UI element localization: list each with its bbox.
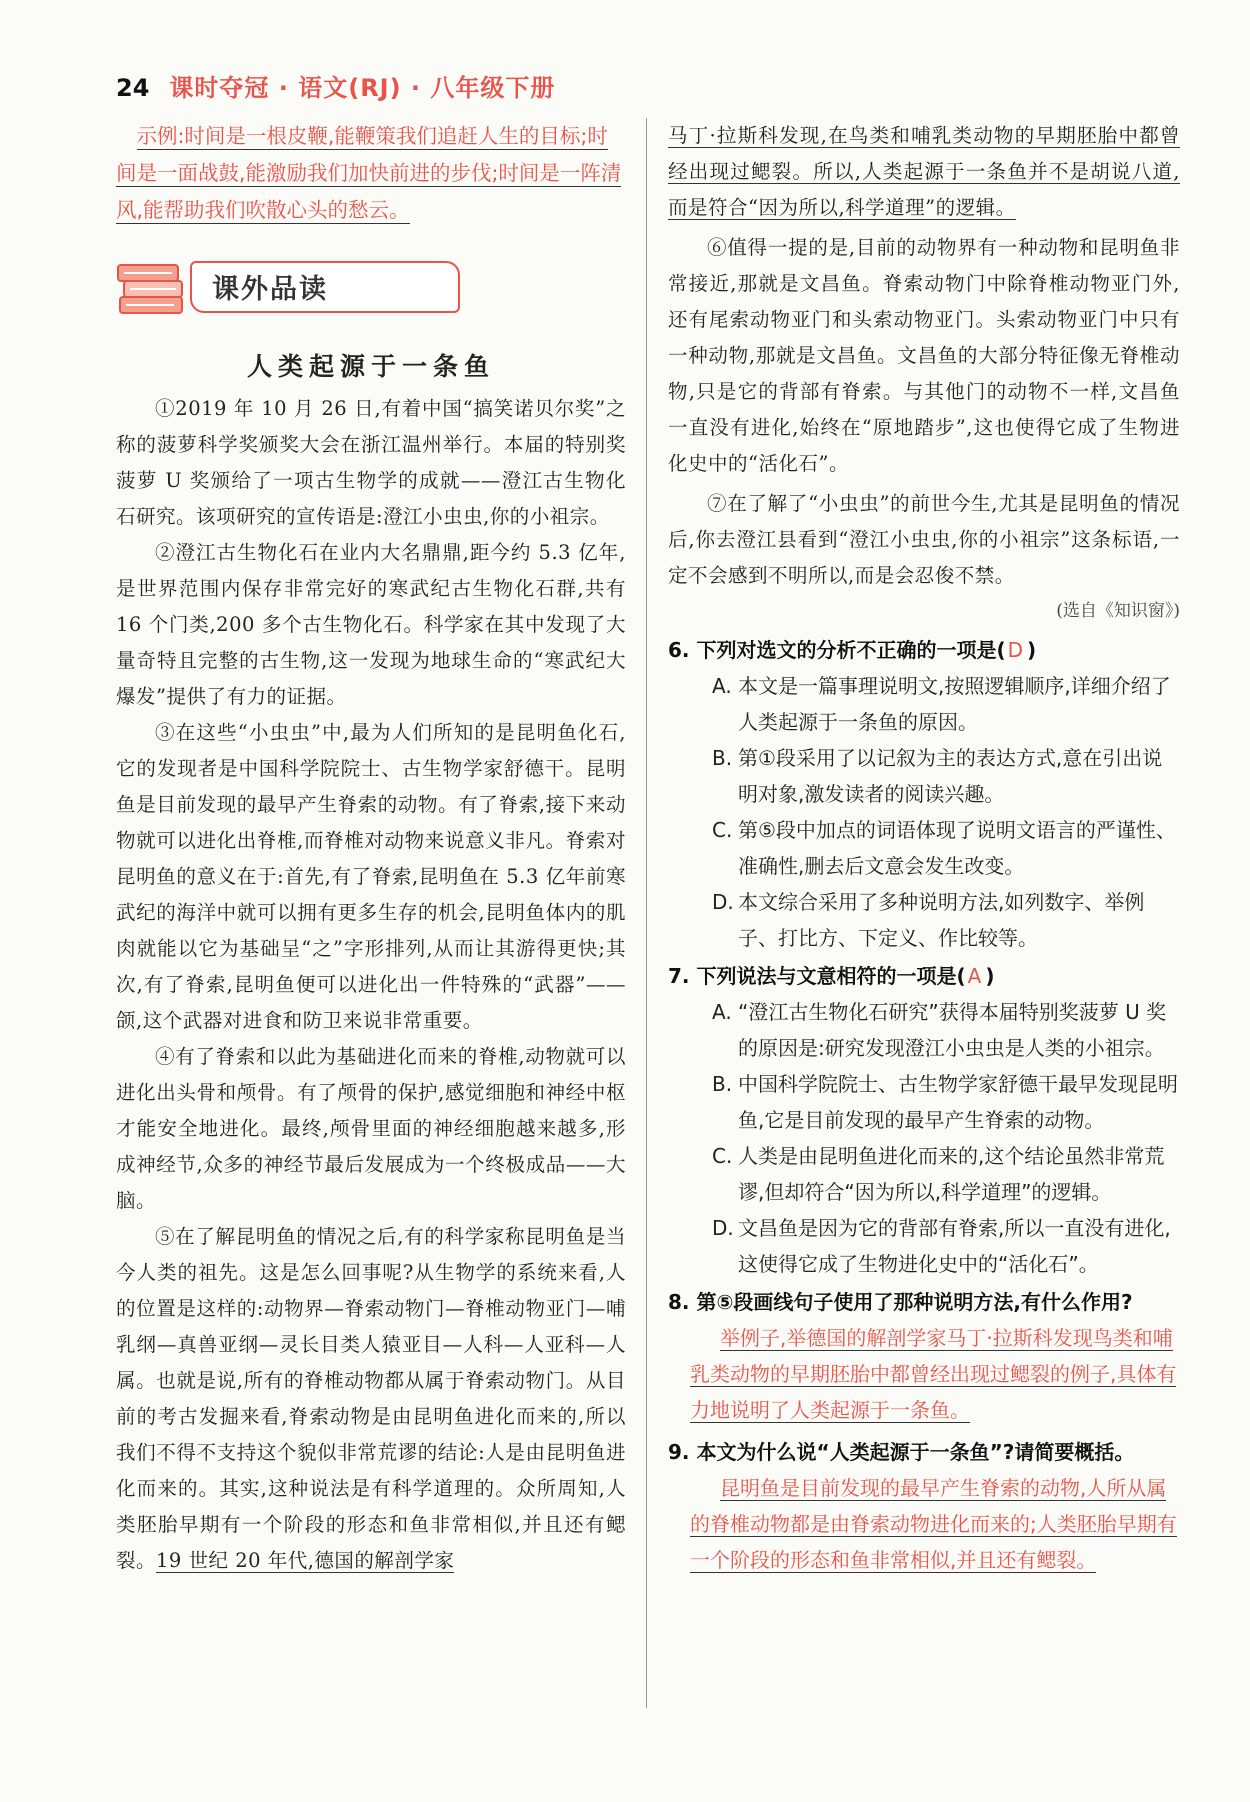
q6-option-b: B. 第①段采用了以记叙为主的表达方式,意在引出说明对象,激发读者的阅读兴趣。 <box>712 746 1163 806</box>
column-divider <box>646 118 647 1708</box>
example-answer: 示例:时间是一根皮鞭,能鞭策我们追赶人生的目标;时间是一面战鼓,能激励我们加快前进的步伐;时间是一阵清风,能帮助我们吹散心头的愁云。 <box>116 124 622 222</box>
q6-option-a: A. 本文是一篇事理说明文,按照逻辑顺序,详细介绍了人类起源于一条鱼的原因。 <box>712 674 1171 734</box>
paragraph-2: ②澄江古生物化石在业内大名鼎鼎,距今约 5.3 亿年,是世界范围内保存非常完好的寒武纪古生物化石群,共有 16 个门类,200 多个古生物化石。科学家在其中发现了大量奇特且完整的古生物,这一发现为地球生命的“寒武纪大爆发”提供了有力的证据。 <box>116 541 626 708</box>
q6-stem: 6. 下列对选文的分析不正确的一项是( <box>668 638 1006 662</box>
paragraph-7: ⑦在了解了“小虫虫”的前世今生,尤其是昆明鱼的情况后,你去澄江县看到“澄江小虫虫,你的小祖宗”这条标语,一定不会感到不明所以,而是会忍俊不禁。 <box>668 492 1180 587</box>
q8-stem: 8. 第⑤段画线句子使用了那种说明方法,有什么作用? <box>668 1290 1133 1314</box>
paragraph-4: ④有了脊索和以此为基础进化而来的脊椎,动物就可以进化出头骨和颅骨。有了颅骨的保护,感觉细胞和神经中枢才能安全地进化。最终,颅骨里面的神经细胞越来越多,形成神经节,众多的神经节最后发展成为一个终极成品——大脑。 <box>116 1045 626 1212</box>
q7-answer: A <box>967 964 982 988</box>
page-number: 24 <box>116 74 150 102</box>
q7-option-c: C. 人类是由昆明鱼进化而来的,这个结论虽然非常荒谬,但却符合“因为所以,科学道理”的逻辑。 <box>712 1144 1165 1204</box>
q7-option-d: D. 文昌鱼是因为它的背部有脊索,所以一直没有进化,这使得它成了生物进化史中的“活化石”。 <box>712 1216 1171 1276</box>
question-7: 7. 下列说法与文意相符的一项是( A ) A. “澄江古生物化石研究”获得本届特别奖菠萝 U 奖的原因是:研究发现澄江小虫虫是人类的小祖宗。 B. 中国科学院院士、古生物学家舒德干最早发现昆明鱼,它是目前发现的最早产生脊索的动物。 C. 人类是由昆明鱼进化而来的,这个结论虽然非常荒谬,但却符合“因为所以,科学道理”的逻辑。 D. 文昌鱼是因为它的背部有脊索,所以一直没有进化,这使得它成了生物进化史中的“活化石”。 <box>668 958 1180 1282</box>
paragraph-5-continued <box>668 118 1180 226</box>
book-title: 课时夺冠 · 语文(RJ) · 八年级下册 <box>169 74 556 102</box>
question-8 <box>668 1284 1180 1428</box>
q9-answer: 昆明鱼是目前发现的最早产生脊索的动物,人所从属的脊椎动物都是由脊索动物进化而来的;人类胚胎早期有一个阶段的形态和鱼非常相似,并且还有鳃裂。 <box>690 1476 1177 1572</box>
q8-answer: 举例子,举德国的解剖学家马丁·拉斯科发现鸟类和哺乳类动物的早期胚胎中都曾经出现过鳃裂的例子,具体有力地说明了人类起源于一条鱼。 <box>690 1326 1177 1422</box>
question-6: 6. 下列对选文的分析不正确的一项是( D ) A. 本文是一篇事理说明文,按照逻辑顺序,详细介绍了人类起源于一条鱼的原因。 B. 第①段采用了以记叙为主的表达方式,意在引出说明对象,激发读者的阅读兴趣。 C. 第⑤段中加点的词语体现了说明文语言的严谨性、准确性,删去后文意会发生改变。 D. 本文综合采用了多种说明方法,如列数字、举例子、打比方、下定义、作比较等。 <box>668 632 1180 956</box>
left-column <box>116 118 626 1579</box>
section-label: 课外品读 <box>212 274 328 305</box>
paragraph-5 <box>116 1219 626 1579</box>
source-citation: (选自《知识窗》) <box>1056 601 1180 621</box>
page-header <box>116 68 555 103</box>
q6-option-d: D. 本文综合采用了多种说明方法,如列数字、举例子、打比方、下定义、作比较等。 <box>712 890 1145 950</box>
right-column <box>668 118 1180 1584</box>
paragraph-5-tail: 所以,人类起源于一条鱼并不是胡说八道,而是符合“因为所以,科学道理”的逻辑。 <box>668 160 1180 219</box>
section-banner <box>116 247 626 333</box>
q6-option-c: C. 第⑤段中加点的词语体现了说明文语言的严谨性、准确性,删去后文意会发生改变。 <box>712 818 1176 878</box>
paragraph-6: ⑥值得一提的是,目前的动物界有一种动物和昆明鱼非常接近,那就是文昌鱼。脊索动物门中除脊椎动物亚门外,还有尾索动物亚门和头索动物亚门。头索动物亚门中只有一种动物,那就是文昌鱼。文昌鱼的大部分特征像无脊椎动物,只是它的背部有脊索。与其他门的动物不一样,文昌鱼一直没有进化,始终在“原地踏步”,这也使得它成了生物进化史中的“活化石”。 <box>668 236 1180 475</box>
paragraph-5-text: ⑤在了解昆明鱼的情况之后,有的科学家称昆明鱼是当今人类的祖先。这是怎么回事呢?从生物学的系统来看,人的位置是这样的:动物界—脊索动物门—脊椎动物亚门—哺乳纲—真兽亚纲—灵长目类人猿亚目—人科—人亚科—人属。也就是说,所有的脊椎动物都从属于脊索动物门。从目前的考古发掘来看,脊索动物是由昆明鱼进化而来的,所以我们不得不支持这个貌似非常荒谬的结论:人是由昆明鱼进化而来的。其实,这种说法是有科学道理的。众所周知,人类胚胎早期有一个阶段的形态和鱼非常相似,并且还有鳃裂。 <box>116 1225 626 1572</box>
q7-option-b: B. 中国科学院院士、古生物学家舒德干最早发现昆明鱼,它是目前发现的最早产生脊索的动物。 <box>712 1072 1178 1132</box>
paragraph-5-underlined: 19 世纪 20 年代,德国的解剖学家 <box>156 1549 455 1572</box>
paragraph-3: ③在这些“小虫虫”中,最为人们所知的是昆明鱼化石,它的发现者是中国科学院院士、古生物学家舒德干。昆明鱼是目前发现的最早产生脊索的动物。有了脊索,接下来动物就可以进化出脊椎,而脊椎对动物来说意义非凡。脊索对昆明鱼的意义在于:首先,有了脊索,昆明鱼在 5.3 亿年前寒武纪的海洋中就可以拥有更多生存的机会,昆明鱼体内的肌肉就能以它为基础呈“之”字形排列,从而让其游得更快;其次,有了脊索,昆明鱼便可以进化出一件特殊的“武器”——颌,这个武器对进食和防卫来说非常重要。 <box>116 721 626 1032</box>
paragraph-1: ①2019 年 10 月 26 日,有着中国“搞笑诺贝尔奖”之称的菠萝科学奖颁奖大会在浙江温州举行。本届的特别奖菠萝 U 奖颁给了一项古生物学的成就——澄江古生物化石研究。该项研究的宣传语是:澄江小虫虫,你的小祖宗。 <box>116 397 626 528</box>
books-icon <box>116 253 190 323</box>
question-9 <box>668 1434 1180 1578</box>
q9-stem: 9. 本文为什么说“人类起源于一条鱼”?请简要概括。 <box>668 1440 1135 1464</box>
paragraph-5-underlined-cont: 马丁·拉斯科发现,在鸟类和哺乳类动物的早期胚胎中都曾经出现过鳃裂。 <box>668 124 1180 183</box>
q7-option-a: A. “澄江古生物化石研究”获得本届特别奖菠萝 U 奖的原因是:研究发现澄江小虫虫是人类的小祖宗。 <box>712 1000 1167 1060</box>
article-title: 人类起源于一条鱼 <box>246 352 495 381</box>
q6-answer: D <box>1007 638 1024 662</box>
q7-stem: 7. 下列说法与文意相符的一项是( <box>668 964 966 988</box>
